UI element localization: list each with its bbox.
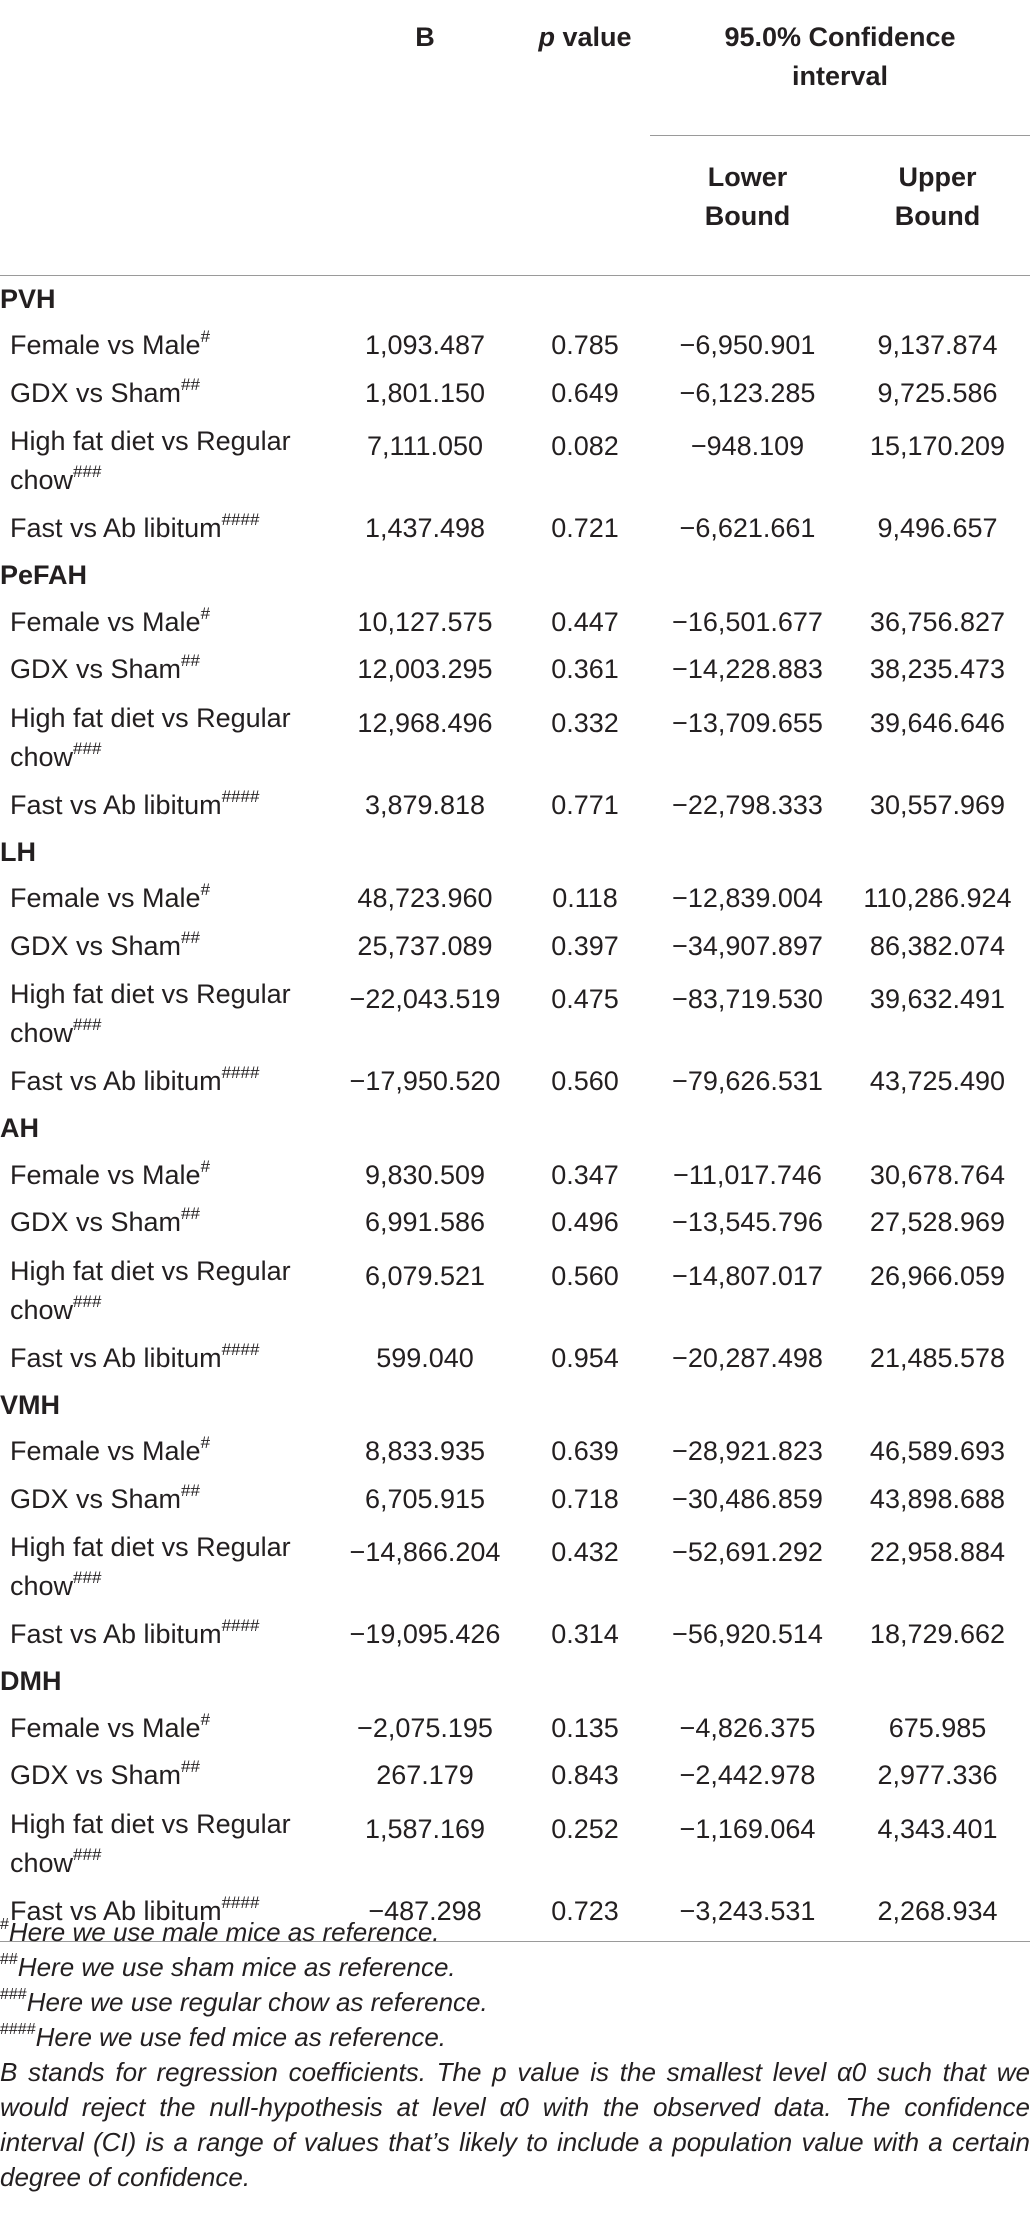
cell-b: −14,866.204 <box>349 1537 501 1567</box>
cell-p: 0.771 <box>551 789 619 820</box>
row-label <box>0 370 330 418</box>
cell-lower: −20,287.498 <box>672 1342 823 1373</box>
row-label <box>0 1476 330 1524</box>
cell-lower: −34,907.897 <box>672 930 823 961</box>
table-row <box>0 1705 1030 1753</box>
table-row <box>0 923 1030 971</box>
row-label-text: GDX vs Sham <box>10 1483 182 1514</box>
row-label-marker: ## <box>181 1480 200 1500</box>
row-label-text: Female vs Male <box>10 1712 201 1743</box>
cell-upper: 9,725.586 <box>877 377 998 408</box>
header-p-value <box>520 0 650 136</box>
row-label-text: High fat diet vs Regular chow <box>10 1808 291 1878</box>
cell-b: 8,833.935 <box>364 1436 486 1467</box>
row-label <box>0 1800 330 1888</box>
cell-b: 10,127.575 <box>357 606 493 637</box>
cell-upper: 4,343.401 <box>877 1813 998 1844</box>
row-label-text: Female vs Male <box>10 1159 201 1190</box>
cell-p: 0.361 <box>551 654 619 685</box>
section-name: PeFAH <box>0 560 88 590</box>
cell-upper: 26,966.059 <box>869 1260 1006 1291</box>
cell-b: 25,737.089 <box>357 930 493 961</box>
header-p-italic: p <box>538 22 555 52</box>
row-label-text: Female vs Male <box>10 883 201 914</box>
row-label-text: High fat diet vs Regular chow <box>10 426 291 495</box>
table-row <box>0 970 1030 1058</box>
cell-lower: −79,626.531 <box>672 1066 823 1097</box>
table-row <box>0 875 1030 923</box>
cell-p: 0.560 <box>551 1066 619 1097</box>
cell-p: 0.560 <box>551 1260 619 1291</box>
cell-lower: −12,839.004 <box>672 883 823 914</box>
row-label-marker: #### <box>221 1339 260 1359</box>
table-row <box>0 1523 1030 1611</box>
row-label-marker: ### <box>73 1291 102 1311</box>
cell-b: 599.040 <box>376 1342 474 1373</box>
row-label-marker: #### <box>221 510 260 530</box>
cell-upper: 39,632.491 <box>869 984 1006 1014</box>
row-label-text: Fast vs Ab libitum <box>10 789 222 820</box>
row-label-marker: ## <box>181 1757 200 1777</box>
section-row <box>0 553 1030 599</box>
footnote <box>0 1915 1030 1950</box>
table-header <box>0 0 1030 276</box>
row-label <box>0 1752 330 1800</box>
cell-upper: 39,646.646 <box>869 707 1006 738</box>
cell-lower: −1,169.064 <box>679 1813 816 1844</box>
footnote-text: Here we use fed mice as reference. <box>35 2022 447 2052</box>
cell-upper: 38,235.473 <box>869 654 1006 685</box>
row-label <box>0 1152 330 1200</box>
row-label <box>0 646 330 694</box>
footnote-marker: #### <box>0 2021 36 2039</box>
cell-lower: −4,826.375 <box>679 1712 816 1743</box>
row-label-marker: ### <box>73 462 102 481</box>
footnote-text: Here we use sham mice as reference. <box>17 1952 456 1982</box>
table-row <box>0 1800 1030 1888</box>
cell-upper: 9,496.657 <box>877 513 998 544</box>
footnote <box>0 1985 1030 2020</box>
row-label-marker: ## <box>181 927 200 947</box>
cell-upper: 43,898.688 <box>869 1483 1006 1514</box>
footnote-explanation: B stands for regression coefficients. The p value is the smallest level α0 such that we would reject the null-hypothesis at level α0 with the observed data. The confidence interval (CI) is a range of values that’s likely to include a population value with a certain degree of confidence. <box>0 2057 1030 2192</box>
row-label-text: Fast vs Ab libitum <box>10 1342 222 1373</box>
row-label-marker: ### <box>73 1015 102 1034</box>
table-row <box>0 1611 1030 1659</box>
row-label-text: Fast vs Ab libitum <box>10 1619 222 1650</box>
cell-lower: −6,950.901 <box>679 330 816 361</box>
footnote-text: Here we use regular chow as reference. <box>26 1987 488 2017</box>
section-name: AH <box>0 1113 39 1143</box>
cell-lower: −83,719.530 <box>672 984 823 1014</box>
cell-b: 6,079.521 <box>364 1260 486 1291</box>
row-label-marker: # <box>200 1156 211 1176</box>
cell-b: −2,075.195 <box>357 1712 493 1743</box>
cell-lower: −948.109 <box>690 431 805 461</box>
row-label <box>0 1523 330 1611</box>
row-label-text: Female vs Male <box>10 330 201 361</box>
row-label-text: High fat diet vs Regular chow <box>10 979 291 1048</box>
cell-p: 0.496 <box>551 1207 619 1238</box>
footnote <box>0 1950 1030 1985</box>
cell-lower: −30,486.859 <box>672 1483 823 1514</box>
row-label-marker: # <box>200 1433 211 1453</box>
cell-b: −17,950.520 <box>349 1066 501 1097</box>
cell-upper: 22,958.884 <box>869 1537 1006 1567</box>
cell-lower: −22,798.333 <box>672 789 823 820</box>
row-label-text: Fast vs Ab libitum <box>10 1895 222 1926</box>
cell-p: 0.475 <box>551 984 619 1014</box>
table-row <box>0 1152 1030 1200</box>
row-label <box>0 923 330 971</box>
cell-lower: −52,691.292 <box>672 1537 823 1567</box>
table-row <box>0 782 1030 830</box>
header-b: B <box>415 22 435 52</box>
header-empty-3 <box>330 136 520 276</box>
row-label-marker: #### <box>221 786 260 806</box>
cell-upper: 110,286.924 <box>863 883 1012 914</box>
cell-b: 3,879.818 <box>364 789 486 820</box>
cell-lower: −28,921.823 <box>672 1436 823 1467</box>
cell-upper: 30,557.969 <box>869 789 1006 820</box>
header-upper-bound: Upper Bound <box>845 136 1030 276</box>
row-label <box>0 694 330 782</box>
cell-b: 6,705.915 <box>364 1483 486 1514</box>
cell-p: 0.843 <box>551 1760 619 1791</box>
row-label-text: Female vs Male <box>10 1436 201 1467</box>
cell-b: 48,723.960 <box>357 883 493 914</box>
footnote-marker: ## <box>0 1951 18 1969</box>
row-label <box>0 1058 330 1106</box>
section-name: DMH <box>0 1666 62 1696</box>
cell-p: 0.397 <box>551 930 619 961</box>
row-label-text: GDX vs Sham <box>10 654 182 685</box>
cell-b: 7,111.050 <box>366 431 484 461</box>
cell-b: 1,587.169 <box>364 1813 486 1844</box>
footnote-text: Here we use male mice as reference. <box>8 1917 440 1947</box>
header-empty-4 <box>520 136 650 276</box>
cell-p: 0.082 <box>551 431 619 461</box>
row-label <box>0 322 330 370</box>
row-label-text: GDX vs Sham <box>10 1760 182 1791</box>
cell-lower: −14,807.017 <box>672 1260 823 1291</box>
table-row <box>0 370 1030 418</box>
cell-p: 0.649 <box>551 377 619 408</box>
table-row <box>0 646 1030 694</box>
cell-upper: 675.985 <box>888 1712 987 1743</box>
table-body <box>0 276 1030 1942</box>
row-label <box>0 505 330 553</box>
row-label-marker: #### <box>221 1892 260 1912</box>
row-label-text: GDX vs Sham <box>10 377 182 408</box>
cell-p: 0.639 <box>551 1436 619 1467</box>
row-label-marker: ## <box>181 374 200 394</box>
row-label-marker: ### <box>73 1844 102 1864</box>
cell-b: 9,830.509 <box>364 1159 486 1190</box>
row-label <box>0 1199 330 1247</box>
cell-p: 0.347 <box>551 1159 619 1190</box>
row-label <box>0 599 330 647</box>
cell-upper: 86,382.074 <box>869 930 1006 961</box>
cell-upper: 43,725.490 <box>869 1066 1006 1097</box>
cell-upper: 21,485.578 <box>869 1342 1006 1373</box>
section-name: PVH <box>0 283 56 314</box>
cell-b: −487.298 <box>330 1888 520 1942</box>
row-label-text: Fast vs Ab libitum <box>10 1066 222 1097</box>
cell-p: 0.314 <box>551 1619 619 1650</box>
cell-b: 1,437.498 <box>364 513 486 544</box>
cell-b: 6,991.586 <box>364 1207 486 1238</box>
table-row <box>0 1752 1030 1800</box>
cell-p: 0.252 <box>551 1813 619 1844</box>
row-label-text: High fat diet vs Regular chow <box>10 1532 291 1601</box>
table-row <box>0 322 1030 370</box>
cell-p: 0.118 <box>552 883 618 914</box>
row-label-marker: ### <box>73 1568 102 1587</box>
cell-upper: 9,137.874 <box>877 330 998 361</box>
row-label-text: Fast vs Ab libitum <box>10 513 222 544</box>
table-row <box>0 1058 1030 1106</box>
cell-b: 12,968.496 <box>357 707 493 738</box>
row-label-marker: # <box>200 327 211 347</box>
row-label-text: High fat diet vs Regular chow <box>10 1255 291 1325</box>
table-row <box>0 694 1030 782</box>
header-empty-2 <box>0 136 330 276</box>
footnote-marker: # <box>0 1916 9 1934</box>
row-label-marker: # <box>200 880 211 900</box>
row-label <box>0 782 330 830</box>
cell-upper: 15,170.209 <box>869 431 1006 461</box>
section-name: VMH <box>0 1389 60 1420</box>
cell-b: −22,043.519 <box>349 984 501 1014</box>
table-row <box>0 599 1030 647</box>
row-label <box>0 1428 330 1476</box>
table-row <box>0 1476 1030 1524</box>
row-label-text: Female vs Male <box>10 606 201 637</box>
table-row <box>0 1199 1030 1247</box>
row-label <box>0 417 330 505</box>
cell-b: 267.179 <box>376 1760 474 1791</box>
cell-p: 0.785 <box>551 330 619 361</box>
row-label-marker: #### <box>221 1063 260 1083</box>
cell-b: 1,801.150 <box>364 377 486 408</box>
row-label <box>0 1247 330 1335</box>
cell-p: 0.432 <box>551 1537 619 1567</box>
cell-upper: 2,268.934 <box>845 1888 1030 1942</box>
cell-p: 0.954 <box>551 1342 619 1373</box>
cell-upper: 18,729.662 <box>869 1619 1006 1650</box>
table-row <box>0 1335 1030 1383</box>
cell-p: 0.332 <box>551 707 619 738</box>
cell-lower: −6,123.285 <box>679 377 816 408</box>
row-label <box>0 1335 330 1383</box>
table-row <box>0 1247 1030 1335</box>
table-row <box>0 505 1030 553</box>
cell-lower: −13,545.796 <box>672 1207 823 1238</box>
table-footnotes <box>0 1915 1030 2195</box>
row-label-text: GDX vs Sham <box>10 930 182 961</box>
cell-upper: 36,756.827 <box>869 606 1006 637</box>
cell-lower: −6,621.661 <box>679 513 816 544</box>
cell-b: −19,095.426 <box>349 1619 501 1650</box>
row-label <box>0 1705 330 1753</box>
cell-p: 0.135 <box>551 1712 619 1743</box>
header-confidence-interval: 95.0% Confidence interval <box>650 0 1030 136</box>
section-row <box>0 1106 1030 1152</box>
cell-lower: −3,243.531 <box>650 1888 845 1942</box>
cell-b: 1,093.487 <box>364 330 486 361</box>
cell-p: 0.723 <box>520 1888 650 1942</box>
header-empty <box>0 0 330 136</box>
cell-upper: 2,977.336 <box>877 1760 998 1791</box>
row-label-marker: ### <box>73 738 102 758</box>
row-label-marker: ## <box>181 651 200 671</box>
footnote-marker: ### <box>0 1986 27 2004</box>
section-name: LH <box>0 836 36 867</box>
row-label-text: GDX vs Sham <box>10 1207 182 1238</box>
cell-p: 0.718 <box>551 1483 619 1514</box>
cell-lower: −11,017.746 <box>673 1159 822 1190</box>
cell-upper: 46,589.693 <box>869 1436 1006 1467</box>
footnote-list <box>0 1915 1030 2055</box>
row-label-marker: ## <box>181 1204 200 1224</box>
cell-lower: −13,709.655 <box>672 707 823 738</box>
cell-b: 12,003.295 <box>357 654 493 685</box>
section-row <box>0 829 1030 875</box>
header-lower-bound: Lower Bound <box>650 136 845 276</box>
row-label <box>0 1611 330 1659</box>
row-label <box>0 970 330 1058</box>
row-label-marker: # <box>200 603 211 623</box>
cell-lower: −2,442.978 <box>679 1760 816 1791</box>
header-p-rest: value <box>554 22 632 52</box>
cell-lower: −14,228.883 <box>672 654 823 685</box>
cell-p: 0.447 <box>551 606 619 637</box>
section-row <box>0 276 1030 323</box>
cell-lower: −56,920.514 <box>672 1619 823 1650</box>
footnote <box>0 2020 1030 2055</box>
cell-p: 0.721 <box>551 513 619 544</box>
cell-upper: 27,528.969 <box>869 1207 1006 1238</box>
cell-upper: 30,678.764 <box>869 1159 1006 1190</box>
section-row <box>0 1382 1030 1428</box>
cell-lower: −16,501.677 <box>672 606 823 637</box>
section-row <box>0 1659 1030 1705</box>
row-label-marker: #### <box>221 1616 260 1636</box>
row-label-marker: # <box>200 1709 211 1729</box>
table-row <box>0 1428 1030 1476</box>
table-row <box>0 417 1030 505</box>
row-label <box>0 875 330 923</box>
row-label-text: High fat diet vs Regular chow <box>10 702 291 772</box>
